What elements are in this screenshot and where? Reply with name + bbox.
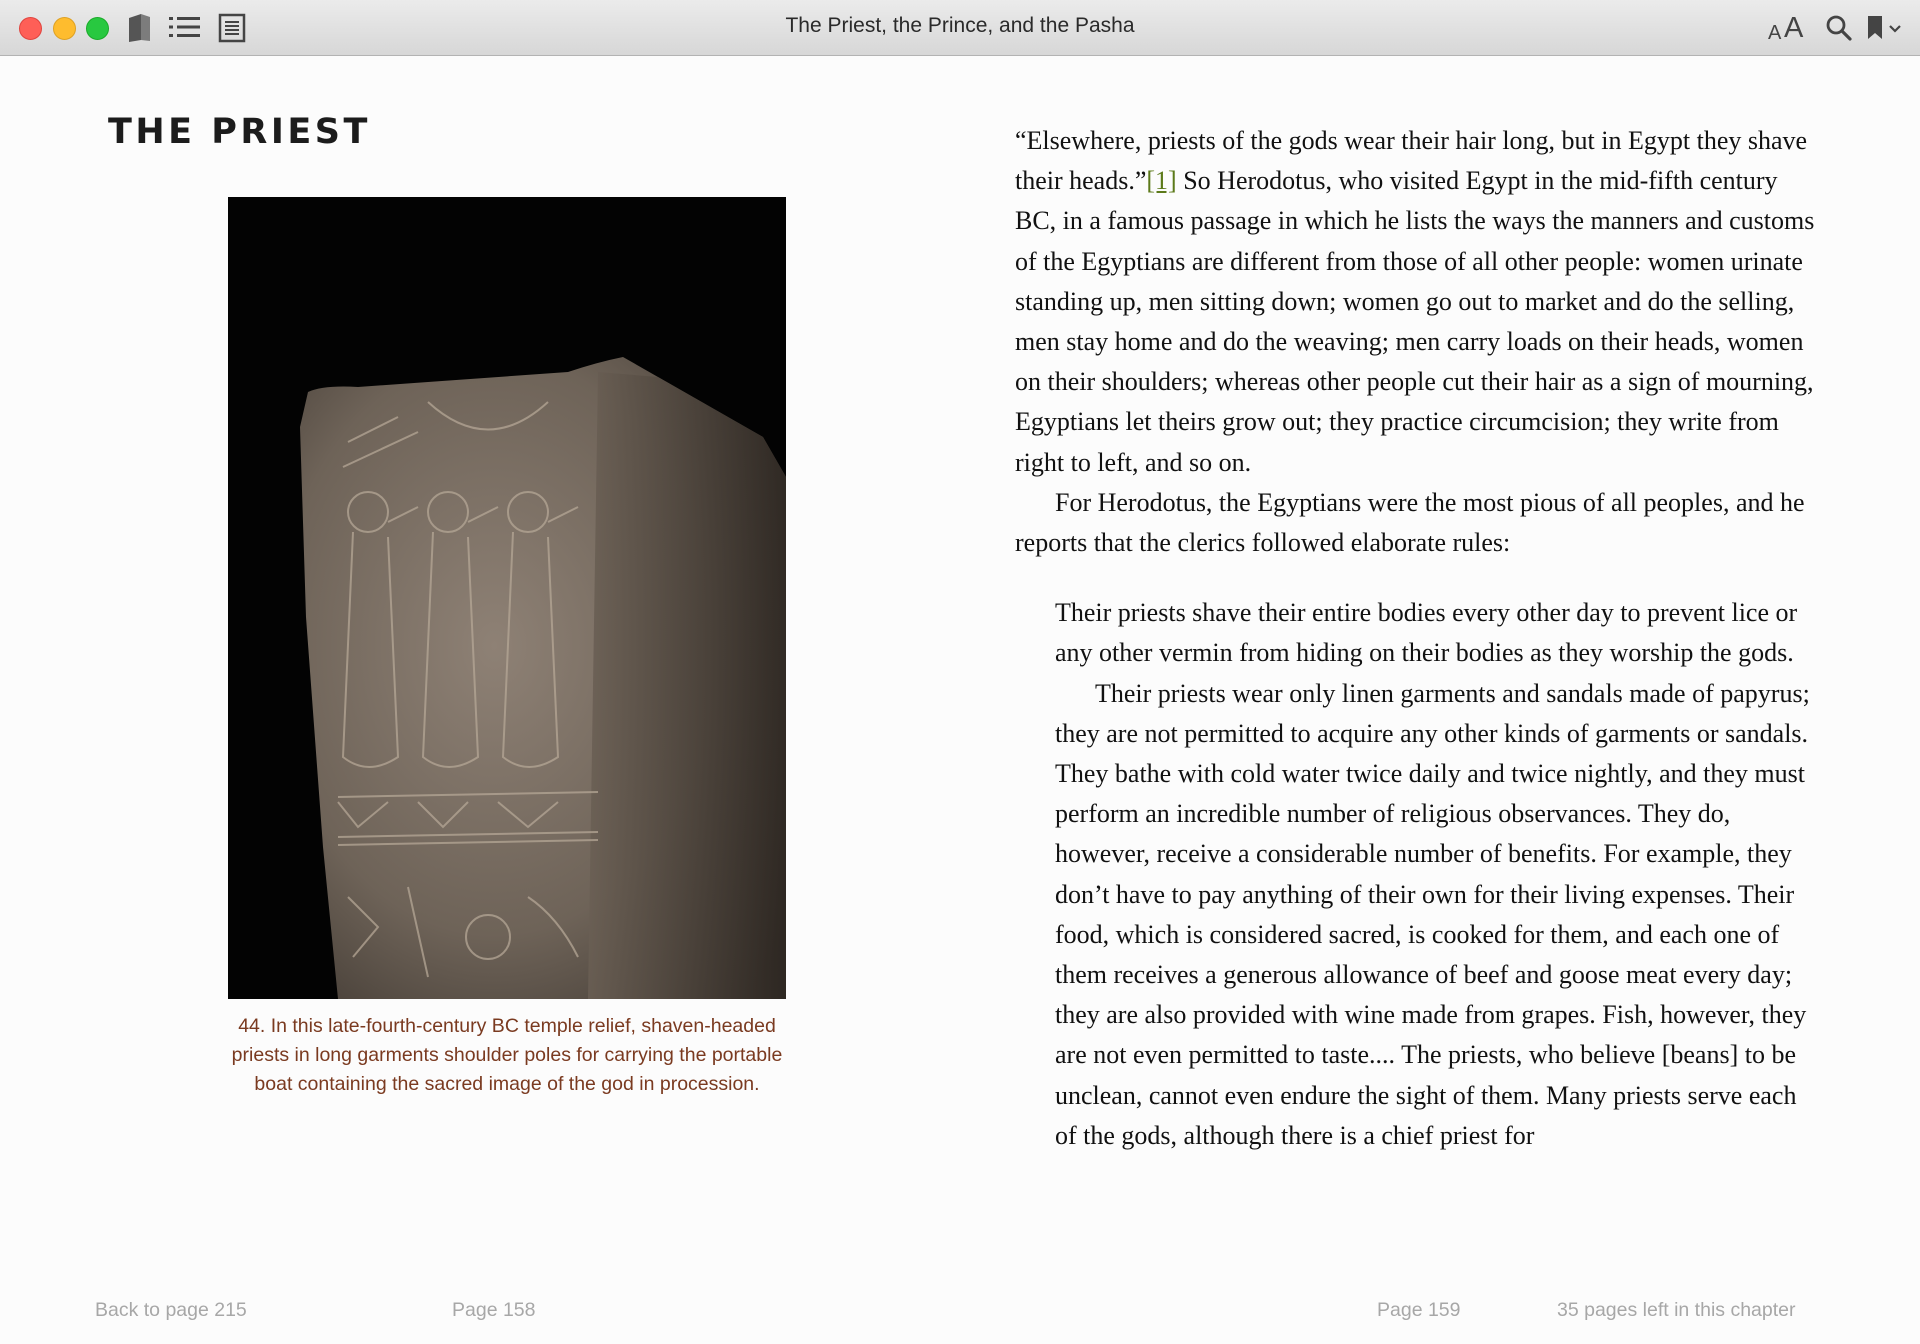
zoom-window-button[interactable]	[86, 17, 109, 40]
figure-caption: 44. In this late-fourth-century BC temple relief, shaven-headed priests in long garments shoulder poles for carrying the portable boat containing the sacred image of the god in procession.	[231, 1015, 783, 1095]
pages-left-indicator: 35 pages left in this chapter	[1557, 1299, 1796, 1321]
contents-icon[interactable]	[168, 13, 202, 41]
right-page-number: Page 159	[1377, 1299, 1461, 1321]
paragraph-1-rest: So Herodotus, who visited Egypt in the mid-fifth century BC, in a famous passage in which he lists the ways the manners and customs of the Egyptians are different from those of all other people: women urinate standing up, men sitting down; women go out to market and do the selling, men stay home and do the weaving; men carry loads on their heads, women on their shoulders; whereas other people cut their hair as a sign of mourning, Egyptians let theirs grow out; they practice circumcision; they write from right to left, and so on.	[1015, 166, 1815, 477]
close-window-button[interactable]	[19, 17, 42, 40]
font-big-letter: A	[1784, 12, 1804, 44]
library-icon[interactable]	[126, 13, 154, 43]
chapter-heading: THE PRIEST	[108, 112, 371, 152]
temple-relief-image	[228, 197, 786, 999]
block-quote-1: Their priests shave their entire bodies every other day to prevent lice or any other vermin from hiding on their bodies as they worship the gods.	[1055, 598, 1798, 668]
minimize-window-button[interactable]	[53, 17, 76, 40]
paragraph-2: For Herodotus, the Egyptians were the most pious of all peoples, and he reports that the clerics followed elaborate rules:	[1015, 487, 1805, 558]
font-small-letter: A	[1768, 22, 1782, 44]
left-page-number: Page 158	[452, 1299, 536, 1321]
back-to-page-link[interactable]: Back to page 215	[95, 1299, 247, 1321]
paragraph-1	[1015, 121, 1815, 483]
footnote-link[interactable]: [1]	[1146, 166, 1177, 196]
search-icon[interactable]	[1825, 14, 1853, 42]
stone-relief-graphic	[228, 197, 786, 999]
paragraph-1-opening: “Elsewhere, priests of the gods wear their hair long, but in Egypt they shave their heads.”	[1015, 126, 1808, 196]
window-title: The Priest, the Prince, and the Pasha	[785, 14, 1135, 37]
right-page-body	[1015, 121, 1815, 1156]
title-bar	[0, 0, 1920, 56]
block-quote-2: Their priests wear only linen garments and sandals made of papyrus; they are not permitted to acquire any other kinds of garments or sandals. They bathe with cold water twice daily and twice nightly, and they must perform an incredible number of religious observances. They do, however, receive a considerable number of benefits. For example, they don’t have to pay anything of their own for their living expenses. Their food, which is considered sacred, is cooked for them, and each one of them receives a generous allowance of beef and goose meat every day; they are also provided with wine made from grapes. Fish, however, they are not even permitted to taste.... The priests, who believe [beans] to be unclean, cannot even endure the sight of them. Many priests serve each of the gods, although there is a chief priest for	[1055, 678, 1810, 1150]
notes-icon[interactable]	[218, 13, 246, 43]
bookmark-icon[interactable]	[1865, 14, 1905, 42]
